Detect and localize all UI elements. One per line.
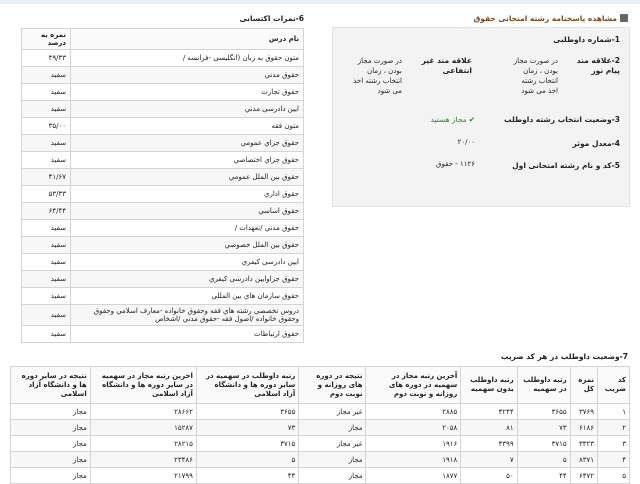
status-cell: ۳۷۱۵	[517, 436, 570, 452]
status-cell: ۲۸۸۵	[366, 404, 461, 420]
status-cell: ۲	[598, 420, 630, 436]
status-cell: ۷	[461, 452, 517, 468]
status-cell: ۴۴	[517, 468, 570, 484]
course-score: ۵۳/۳۳	[22, 186, 71, 203]
status-cell: ۴۳۹۹	[461, 436, 517, 452]
grades-table	[21, 28, 304, 343]
course-name: حقوق تجارت	[71, 84, 304, 101]
table-row	[22, 220, 304, 237]
status-cell: ۳۶۵۵	[196, 404, 298, 420]
table-row	[22, 237, 304, 254]
table-row	[22, 169, 304, 186]
course-name: حقوق مدني /تعهدات /	[71, 220, 304, 237]
status-cell: ۱۸۷۷	[366, 468, 461, 484]
course-name: حقوق اساسي	[71, 203, 304, 220]
table-row	[22, 50, 304, 67]
course-name: حقوق مدني	[71, 67, 304, 84]
table-row	[11, 420, 630, 436]
status-col-header: اخرین رتبه مجاز در سهمیه در سایر دوره ها و دانشگاه آزاد اسلامی	[90, 367, 196, 404]
course-name: متون فقه	[71, 118, 304, 135]
status-cell: ۲۰۵۸	[366, 420, 461, 436]
interest-text-a: در صورت مجاز بودن ، زمان انتخاب رشته اخذ می شود	[513, 57, 558, 95]
table-row	[22, 186, 304, 203]
status-col-header: رتبه داوطلب در سهمیه	[517, 367, 570, 404]
table-row	[22, 326, 304, 343]
status-table-title: 7-وضعیت داوطلب در هر کد ضریب	[500, 352, 628, 361]
status-value: ✔مجاز هستید	[430, 115, 475, 124]
course-score: سفید	[22, 67, 71, 84]
course-score: سفید	[22, 254, 71, 271]
status-cell: مجاز	[299, 468, 366, 484]
interest-text-b: در صورت مجاز بودن ، زمان انتخاب رشته اخذ می شود	[353, 57, 402, 95]
course-name: حقوق جزاي اختصاصي	[71, 152, 304, 169]
table-row	[22, 101, 304, 118]
table-row	[22, 254, 304, 271]
table-row	[22, 271, 304, 288]
course-score: سفید	[22, 101, 71, 118]
table-row	[22, 135, 304, 152]
status-col-header: نتیجه در سایر دوره ها و دانشگاه آزاد اسلامی	[11, 367, 91, 404]
status-col-header: رتبه داوطلب در سهمیه در سایر دوره ها و دانشگاه آزاد اسلامی	[196, 367, 298, 404]
table-row	[22, 152, 304, 169]
interest-label: 2-علاقه مند پیام نور	[576, 56, 620, 75]
course-name: حقوق بین الملل خصوصي	[71, 237, 304, 254]
status-cell: ۸۳۷۱	[570, 452, 597, 468]
status-label: 3-وضعیت انتخاب رشته داوطلب	[504, 115, 620, 124]
table-row	[11, 452, 630, 468]
status-header-row	[11, 367, 630, 404]
status-cell: مجاز	[299, 452, 366, 468]
col-name-header: نام درس	[71, 29, 304, 50]
panel-title: مشاهده پاسخنامه رشته امتحانی حقوق	[474, 14, 628, 23]
course-name: دروس تخصصي رشته هاي فقه وحقوق خانواده -معارف اسلامي وحقوق وحقوق خانواده /اصول فقه -حقوق مدني /اشخاص	[71, 305, 304, 326]
course-score: سفید	[22, 135, 71, 152]
top-bar	[0, 0, 640, 4]
status-cell: ۵	[598, 468, 630, 484]
status-table	[10, 366, 630, 484]
course-name: ايين دادرسی کيفري	[71, 254, 304, 271]
table-row	[22, 288, 304, 305]
table-row	[11, 468, 630, 484]
course-name: ايين دادرسی مدني	[71, 101, 304, 118]
status-cell: ۷۳	[517, 420, 570, 436]
table-row	[22, 203, 304, 220]
course-name: حقوق ارتباطات	[71, 326, 304, 343]
course-score: سفید	[22, 326, 71, 343]
status-cell: ۵	[517, 452, 570, 468]
candidate-number-label: 1-شماره داوطلبی	[553, 35, 620, 44]
table-row	[11, 436, 630, 452]
course-score: ۴۹/۳۳	[22, 50, 71, 67]
status-cell: مجاز	[11, 452, 91, 468]
gpa-value: ۲۰/۰۰	[457, 138, 475, 146]
document-icon	[620, 14, 628, 22]
course-name: حقوق سازمان هاي بين المللي	[71, 288, 304, 305]
course-name: حقوق بین الملل عمومي	[71, 169, 304, 186]
status-cell: غیر مجاز	[299, 436, 366, 452]
course-score: سفید	[22, 84, 71, 101]
status-cell: ۲۳۴۸۶	[90, 452, 196, 468]
status-cell: ۳	[598, 436, 630, 452]
status-cell: مجاز	[11, 420, 91, 436]
non-profit-label: علاقه مند غیر انتفاعی	[421, 56, 472, 75]
status-col-header: نتیجه در دوره های روزانه و نوبت دوم	[299, 367, 366, 404]
status-col-header: کد ضریب	[598, 367, 630, 404]
course-score: ۳۵/۰۰	[22, 118, 71, 135]
status-cell: ۳۶۵۵	[517, 404, 570, 420]
table-row	[22, 84, 304, 101]
status-cell: ۱۹۱۸	[366, 452, 461, 468]
course-name: حقوق جزاوايين دادرسی کيفري	[71, 271, 304, 288]
col-score-header: نمره به درصد	[22, 29, 71, 50]
table-row	[11, 404, 630, 420]
course-score: سفید	[22, 288, 71, 305]
status-cell: ۴۲۴۴	[461, 404, 517, 420]
status-cell: ۵۰	[461, 468, 517, 484]
table-row	[22, 118, 304, 135]
status-cell: مجاز	[11, 436, 91, 452]
status-cell: ۲۱۷۹۹	[90, 468, 196, 484]
code-value: ۱۱۲۶ - حقوق	[436, 160, 475, 168]
grades-title: 6-نمرات اکتسابی	[239, 14, 304, 23]
course-score: ۴۱/۶۷	[22, 169, 71, 186]
status-cell: ۴	[598, 452, 630, 468]
status-cell: ۲۸۲۱۵	[90, 436, 196, 452]
status-cell: ۶۱۸۶	[570, 420, 597, 436]
status-col-header: رتبه داوطلب بدون سهمیه	[461, 367, 517, 404]
status-cell: ۷۳	[196, 420, 298, 436]
status-cell: مجاز	[11, 468, 91, 484]
status-cell: ۵	[196, 452, 298, 468]
course-score: ۶۴/۴۴	[22, 203, 71, 220]
table-row	[22, 305, 304, 326]
grades-header-row	[22, 29, 304, 50]
course-name: متون حقوق به زبان (انگلیسی -فرانسه /	[71, 50, 304, 67]
status-cell: ۱	[598, 404, 630, 420]
table-row	[22, 67, 304, 84]
status-col-header: نمره کل	[570, 367, 597, 404]
status-cell: ۸۱	[461, 420, 517, 436]
course-score: سفید	[22, 220, 71, 237]
status-col-header: آخرین رتبه مجاز در سهمیه در دوره های روزانه و نوبت دوم	[366, 367, 461, 404]
course-name: حقوق جزاي عمومي	[71, 135, 304, 152]
status-cell: مجاز	[11, 404, 91, 420]
status-cell: ۱۹۱۶	[366, 436, 461, 452]
status-cell: مجاز	[299, 420, 366, 436]
course-name: حقوق اداري	[71, 186, 304, 203]
course-score: سفید	[22, 152, 71, 169]
status-cell: ۱۵۲۸۷	[90, 420, 196, 436]
course-score: سفید	[22, 237, 71, 254]
status-cell: ۴۴	[196, 468, 298, 484]
status-cell: ۲۸۶۶۲	[90, 404, 196, 420]
status-cell: ۳۳۲۳	[570, 436, 597, 452]
check-icon: ✔	[468, 115, 475, 124]
code-label: 5-کد و نام رشته امتحانی اول	[512, 161, 620, 170]
status-cell: ۳۷۱۵	[196, 436, 298, 452]
status-cell: ۶۴۷۲	[570, 468, 597, 484]
course-score: سفید	[22, 305, 71, 326]
gpa-label: 4-معدل موثر	[572, 139, 620, 148]
status-cell: غیر مجاز	[299, 404, 366, 420]
course-score: سفید	[22, 271, 71, 288]
status-cell: ۳۷۶۹	[570, 404, 597, 420]
